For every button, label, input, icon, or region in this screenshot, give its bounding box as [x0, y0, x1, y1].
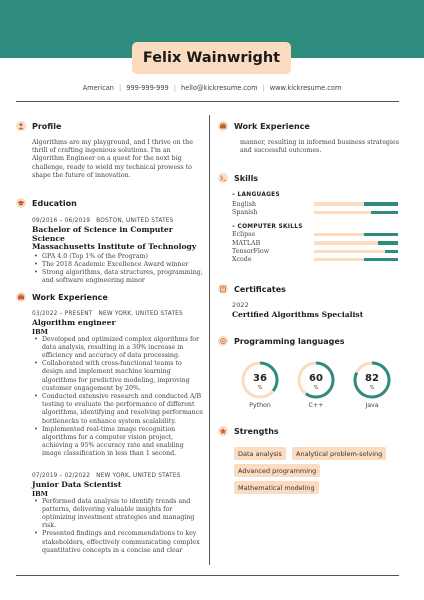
job-title: Junior Data Scientist — [32, 480, 122, 489]
certificate-name: Certified Algorithms Specialist — [232, 310, 364, 319]
column-divider — [209, 115, 210, 565]
gauge-label: C++ — [308, 402, 324, 409]
job-meta: 07/2019 – 02/2022 NEW YORK, UNITED STATES — [32, 473, 181, 479]
company: IBM — [32, 327, 48, 336]
certificate-entry — [232, 302, 400, 320]
skill-row: MATLAB — [232, 239, 400, 247]
list-item: • Strong algorithms, data structures, programming, and software engineering minor — [32, 269, 204, 285]
email[interactable]: hello@kickresume.com — [180, 84, 258, 92]
profile-text: Algorithms are my playground, and I thrive on the thrill of crafting ingenious solutions. I'm an Algorithm Engineer on a quest for the next big challenge, ready to wield my technical prowess to shape the future of innovation. — [32, 139, 193, 179]
list-item: • Developed and optimized complex algorithms for data analysis, resulting in a 30% increase in efficiency and accuracy of data processing. — [32, 336, 204, 361]
gauge-label: Java — [365, 402, 379, 409]
bottom-divider — [16, 575, 399, 576]
gauge-value: 82 — [365, 373, 379, 384]
graduation-cap-icon — [16, 198, 26, 208]
skill-level-fill — [378, 241, 398, 244]
certificate-icon — [218, 284, 228, 294]
skill-row: Eclipse — [232, 231, 400, 239]
person-icon — [16, 121, 26, 131]
education-entry — [32, 218, 204, 285]
gauge-label: Python — [249, 402, 271, 409]
skill-row: Xcode — [232, 255, 400, 263]
work-continued-text: manner, resulting in informed business strategies and successful outcomes. — [240, 139, 399, 155]
strength-tag: Data analysis — [234, 447, 286, 460]
certificate-year: 2022 — [232, 302, 249, 309]
work-heading-left: Work Experience — [16, 292, 108, 302]
skills-icon — [218, 173, 228, 183]
list-item: • Performed data analysis to identify trends and patterns, delivering valuable insights for optimizing investment strategies and managing risk. — [32, 498, 204, 531]
skill-row: TensorFlow — [232, 247, 400, 255]
strengths-heading: Strengths — [218, 426, 279, 436]
gauge-python — [240, 360, 280, 409]
candidate-name: Felix Wainwright — [132, 42, 291, 74]
skills-list — [232, 192, 400, 264]
company: IBM — [32, 489, 48, 498]
skill-level-fill — [364, 258, 398, 261]
job-bullets — [32, 336, 204, 459]
gauge-unit: % — [257, 385, 263, 391]
skill-row: English — [232, 200, 400, 208]
gauge-java — [352, 360, 392, 409]
job-meta: 03/2022 – PRESENT NEW YORK, UNITED STATES — [32, 311, 183, 317]
certificates-heading: Certificates — [218, 284, 286, 294]
job-entry-2 — [32, 473, 204, 555]
skill-level-fill — [371, 211, 398, 214]
school: Massachusetts Institute of Technology — [32, 242, 197, 251]
skill-row: Spanish — [232, 208, 400, 216]
top-divider — [16, 101, 399, 102]
briefcase-icon — [218, 121, 228, 131]
skill-level-fill — [385, 250, 398, 253]
strength-tag: Analytical problem-solving — [292, 447, 386, 460]
briefcase-icon — [16, 292, 26, 302]
star-icon — [218, 426, 228, 436]
strength-tag: Advanced programming — [234, 464, 320, 477]
job-title: Algorithm engineer — [32, 318, 116, 327]
code-icon — [218, 336, 228, 346]
skill-group-languages: – LANGUAGES — [232, 192, 280, 198]
skill-level-fill — [364, 233, 398, 236]
list-item: • Implemented real-time image recognition algorithms for a computer vision project, achieving a 95% accuracy rate and enabling image classification in less than 1 second. — [32, 426, 204, 459]
gauge-c — [296, 360, 336, 409]
degree: Bachelor of Science in Computer Science — [32, 225, 173, 243]
gauge-unit: % — [313, 385, 319, 391]
education-bullets — [32, 253, 204, 286]
list-item: • GPA 4.0 (Top 1% of the Program) — [32, 253, 204, 261]
education-meta: 09/2016 – 06/2019 BOSTON, UNITED STATES — [32, 218, 174, 224]
education-heading: Education — [16, 198, 77, 208]
gauge-value: 60 — [309, 373, 323, 384]
gauge-value: 36 — [253, 373, 267, 384]
skills-heading: Skills — [218, 173, 258, 183]
list-item: • Collaborated with cross-functional teams to design and implement machine learning algorithms for predictive modeling, improving customer engagement by 20%. — [32, 360, 204, 393]
gauge-unit: % — [369, 385, 375, 391]
list-item: • Presented findings and recommendations to key stakeholders, effectively communicating complex quantitative concepts in a concise and clear — [32, 530, 204, 555]
skill-group-computer: – COMPUTER SKILLS — [232, 223, 303, 230]
skill-level-fill — [364, 202, 398, 205]
list-item: • Conducted extensive research and conducted A/B testing to evaluate the performance of different algorithms, identifying and resolving performance bottlenecks to enhance system scalability. — [32, 393, 204, 426]
contact-line: American | 999-999-999 | hello@kickresume.com | www.kickresume.com — [82, 84, 342, 92]
programming-heading: Programming languages — [218, 336, 345, 346]
nationality: American — [82, 84, 114, 92]
profile-heading: Profile — [16, 121, 61, 131]
work-heading-right: Work Experience — [218, 121, 310, 131]
website[interactable]: www.kickresume.com — [269, 84, 342, 92]
phone[interactable]: 999-999-999 — [126, 84, 169, 92]
job-entry-1 — [32, 311, 204, 459]
strength-tag: Mathematical modeling — [234, 481, 319, 494]
job-bullets — [32, 498, 204, 555]
list-item: • The 2018 Academic Excellence Award winner — [32, 261, 204, 269]
